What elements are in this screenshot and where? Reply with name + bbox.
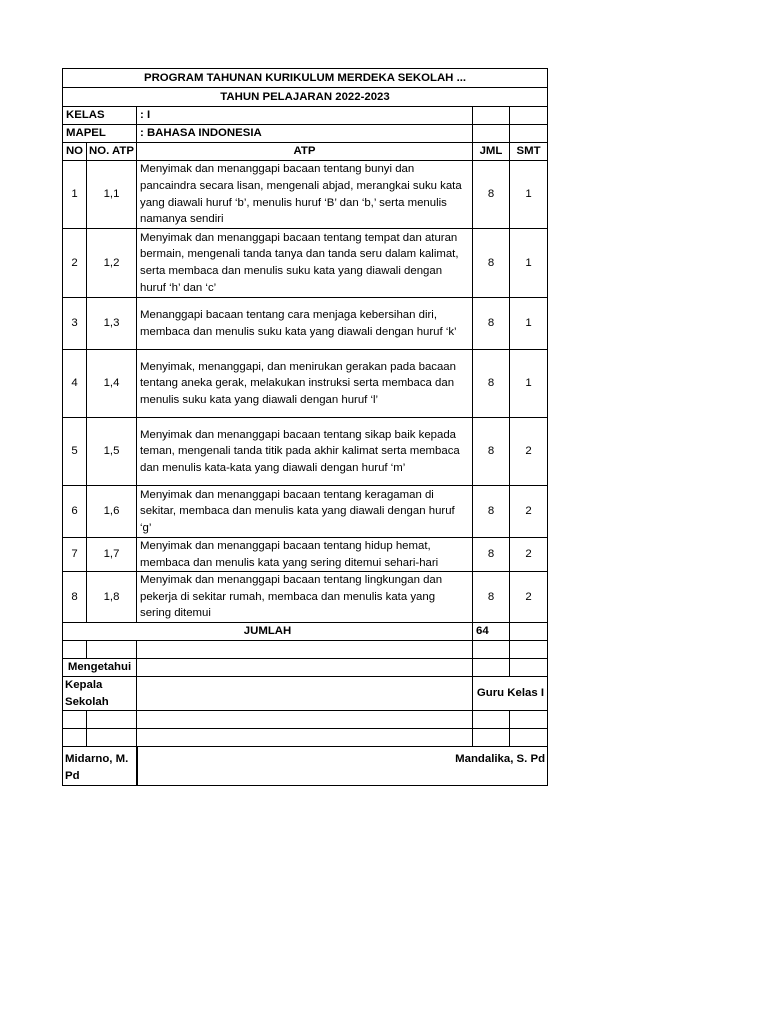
table-row — [63, 161, 548, 229]
row-jml: 8 — [473, 350, 510, 418]
empty-cell — [473, 125, 510, 143]
header-smt: SMT — [510, 143, 548, 161]
row-jml: 8 — [473, 486, 510, 538]
kepala-sekolah-name: Midarno, M. Pd — [63, 747, 137, 785]
row-no: 8 — [63, 572, 87, 623]
row-no-atp: 1,5 — [87, 418, 137, 486]
row-smt: 1 — [510, 298, 548, 350]
row-jml: 8 — [473, 538, 510, 572]
row-jml: 8 — [473, 229, 510, 298]
empty-cell — [63, 729, 87, 747]
empty-cell — [137, 677, 473, 711]
table-row — [63, 538, 548, 572]
row-smt: 2 — [510, 572, 548, 623]
empty-cell — [137, 659, 473, 677]
header-no-atp: NO. ATP — [87, 143, 137, 161]
row-atp: Menyimak dan menanggapi bacaan tentang lingkungan dan pekerja di sekitar rumah, membaca dan menulis kata yang sering ditemui — [137, 572, 473, 623]
row-smt: 1 — [510, 161, 548, 229]
document-title: PROGRAM TAHUNAN KURIKULUM MERDEKA SEKOLAH ... — [63, 69, 548, 88]
table-row — [63, 298, 548, 350]
empty-cell — [510, 711, 548, 729]
empty-cell — [137, 711, 473, 729]
empty-cell — [63, 711, 87, 729]
table-row — [63, 572, 548, 623]
empty-cell — [87, 641, 137, 659]
jumlah-label: JUMLAH — [63, 623, 473, 641]
mengetahui-label: Mengetahui — [63, 659, 137, 677]
kelas-value: : I — [137, 107, 473, 125]
row-no: 1 — [63, 161, 87, 229]
empty-cell — [473, 711, 510, 729]
row-no-atp: 1,4 — [87, 350, 137, 418]
row-no: 4 — [63, 350, 87, 418]
row-smt: 1 — [510, 229, 548, 298]
table-row — [63, 350, 548, 418]
empty-cell — [510, 641, 548, 659]
row-smt: 2 — [510, 418, 548, 486]
header-atp: ATP — [137, 143, 473, 161]
row-atp: Menyimak dan menanggapi bacaan tentang sikap baik kepada teman, mengenali tanda titik pada akhir kalimat serta membaca dan menulis kata-kata yang diawali dengan huruf ‘m’ — [137, 418, 473, 486]
row-no-atp: 1,8 — [87, 572, 137, 623]
row-atp: Menyimak dan menanggapi bacaan tentang keragaman di sekitar, membaca dan menulis kata yang diawali dengan huruf ‘g’ — [137, 486, 473, 538]
row-no: 3 — [63, 298, 87, 350]
row-jml: 8 — [473, 572, 510, 623]
guru-kelas-label: Guru Kelas I — [473, 677, 548, 711]
jumlah-value: 64 — [473, 623, 510, 641]
mapel-label: MAPEL — [63, 125, 137, 143]
row-no: 5 — [63, 418, 87, 486]
row-atp: Menanggapi bacaan tentang cara menjaga kebersihan diri, membaca dan menulis suku kata yang diawali dengan huruf ‘k’ — [137, 298, 473, 350]
kepala-sekolah-label: Kepala Sekolah — [63, 677, 137, 711]
row-jml: 8 — [473, 298, 510, 350]
table-row — [63, 486, 548, 538]
document-subtitle: TAHUN PELAJARAN 2022-2023 — [63, 88, 548, 107]
row-smt: 2 — [510, 486, 548, 538]
table-row — [63, 229, 548, 298]
empty-cell — [137, 641, 473, 659]
row-no-atp: 1,2 — [87, 229, 137, 298]
guru-kelas-name: Mandalika, S. Pd — [137, 747, 548, 785]
empty-cell — [510, 623, 548, 641]
kelas-label: KELAS — [63, 107, 137, 125]
row-smt: 2 — [510, 538, 548, 572]
row-atp: Menyimak, menanggapi, dan menirukan gerakan pada bacaan tentang aneka gerak, melakukan instruksi serta membaca dan menulis suku kata yang diawali dengan huruf ‘l’ — [137, 350, 473, 418]
row-jml: 8 — [473, 418, 510, 486]
row-jml: 8 — [473, 161, 510, 229]
empty-cell — [87, 729, 137, 747]
empty-cell — [473, 641, 510, 659]
empty-cell — [510, 659, 548, 677]
row-atp: Menyimak dan menanggapi bacaan tentang bunyi dan pancaindra secara lisan, mengenali abjad, merangkai suku kata yang diawali huruf ‘b’, menulis huruf ‘B’ dan ‘b,’ serta menulis namanya sendiri — [137, 161, 473, 229]
row-no-atp: 1,1 — [87, 161, 137, 229]
empty-cell — [63, 641, 87, 659]
table-row — [63, 418, 548, 486]
empty-cell — [510, 729, 548, 747]
row-atp: Menyimak dan menanggapi bacaan tentang hidup hemat, membaca dan menulis kata yang sering ditemui sehari-hari — [137, 538, 473, 572]
empty-cell — [87, 711, 137, 729]
row-no: 6 — [63, 486, 87, 538]
empty-cell — [510, 125, 548, 143]
mapel-value: : BAHASA INDONESIA — [137, 125, 473, 143]
header-no: NO — [63, 143, 87, 161]
row-no: 7 — [63, 538, 87, 572]
empty-cell — [473, 107, 510, 125]
header-jml: JML — [473, 143, 510, 161]
row-no-atp: 1,7 — [87, 538, 137, 572]
row-smt: 1 — [510, 350, 548, 418]
row-no-atp: 1,6 — [87, 486, 137, 538]
empty-cell — [510, 107, 548, 125]
empty-cell — [473, 659, 510, 677]
row-no: 2 — [63, 229, 87, 298]
empty-cell — [137, 729, 473, 747]
row-no-atp: 1,3 — [87, 298, 137, 350]
program-tahunan-table — [62, 68, 548, 786]
row-atp: Menyimak dan menanggapi bacaan tentang tempat dan aturan bermain, mengenali tanda tanya dan tanda seru dalam kalimat, serta membaca dan menulis suku kata yang diawali dengan huruf ‘h’ dan ‘c’ — [137, 229, 473, 298]
empty-cell — [473, 729, 510, 747]
